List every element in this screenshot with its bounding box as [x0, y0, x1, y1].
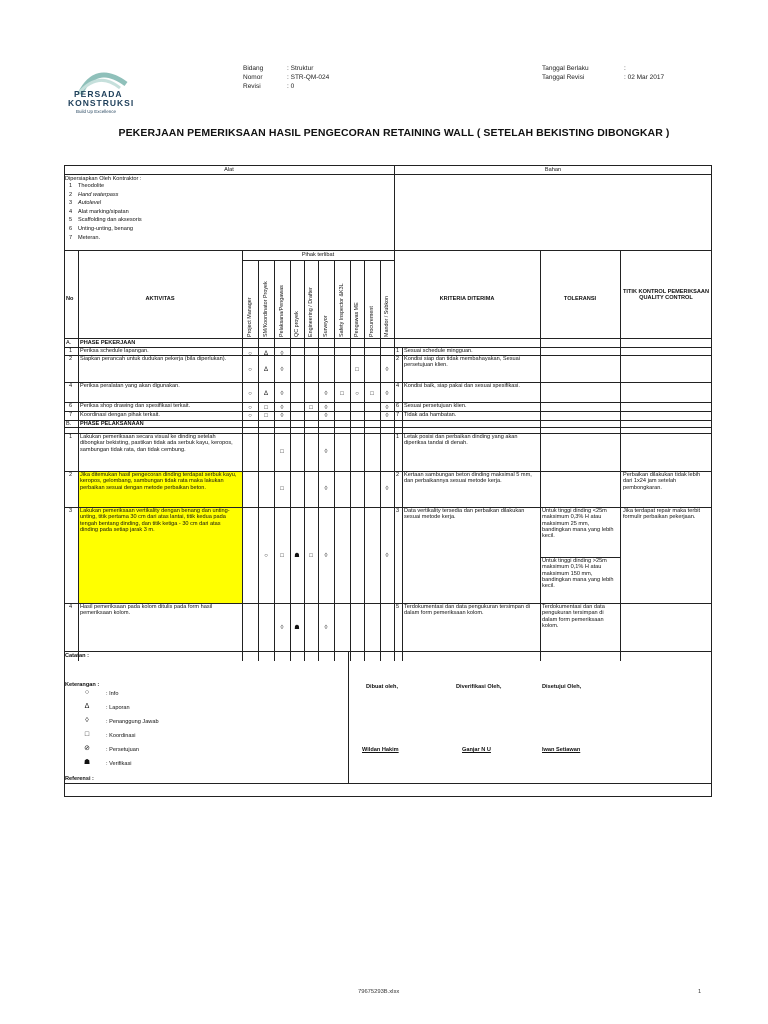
pihak-header: QC proyek [294, 311, 300, 337]
row-no: 2 [69, 356, 73, 362]
row-no: 1 [69, 348, 73, 354]
row-toleransi-2: Untuk tinggi dinding >25m maksimum 0,1% H atau maksimum 150 mm, bandingkan mana yang lebih kecil. [542, 558, 614, 590]
responsibility-mark-icon: ◊ [385, 413, 389, 419]
responsibility-mark-icon: □ [264, 413, 268, 419]
tgl-revisi-label: Tanggal Revisi [542, 74, 585, 81]
bidang-value: : Struktur [287, 65, 314, 72]
nomor-label: Nomor [243, 74, 263, 81]
col-aktivitas: AKTIVITAS [145, 296, 175, 302]
responsibility-mark-icon: □ [309, 553, 313, 559]
col-titik: TITIK KONTROL PEMERIKSAAN QUALITY CONTROL [623, 289, 709, 302]
inspection-form [64, 165, 712, 797]
alat-header: Alat [224, 167, 234, 173]
responsibility-mark-icon: ◊ [280, 625, 284, 631]
row-no: 6 [69, 403, 73, 409]
alat-item: Scaffolding dan aksesoris [78, 217, 142, 224]
pihak-header: Engineering / Drafter [308, 287, 314, 337]
responsibility-mark-icon: □ [309, 405, 313, 411]
responsibility-mark-icon: ○ [248, 367, 252, 373]
alat-item: Autolevel [78, 200, 102, 207]
responsibility-mark-icon: □ [280, 486, 284, 492]
legend-label: : Penanggung Jawab [106, 719, 159, 725]
pihak-header: Safety Inspector &K3L [339, 283, 345, 337]
responsibility-mark-icon: ◊ [324, 391, 328, 397]
row-no: 7 [69, 412, 73, 418]
berlaku-label: Tanggal Berlaku [542, 65, 589, 72]
row-kriteria: Sesuai persetujuan klien. [404, 403, 467, 409]
row-kriteria: Data vertikality tersedia dan perbaikan dilakukan sesuai metode kerja. [404, 508, 525, 521]
berlaku-value: : [624, 65, 626, 72]
alat-item-no: 1 [69, 183, 73, 189]
row-aktivitas: Koordinasi dengan pihak terkait. [80, 412, 160, 418]
responsibility-mark-icon: □ [264, 405, 268, 411]
bidang-label: Bidang [243, 65, 264, 72]
row-kriteria: Terdokumentasi dan data pengukuran tersimpan di dalam form pemeriksaan kolom. [404, 604, 530, 617]
responsibility-mark-icon: ○ [248, 405, 252, 411]
legend-label: : Laporan [106, 705, 130, 711]
row-aktivitas: Lakukan pemeriksaan secara visual ke dinding setelah dibongkar bekisting, pastikan tidak ada serbuk kayu, keropos, sambungan tidak rata, dan tidak cembung. [80, 434, 233, 453]
responsibility-mark-icon: ○ [355, 391, 359, 397]
responsibility-mark-icon: ☗ [294, 625, 300, 631]
page-title: PEKERJAAN PEMERIKSAAN HASIL PENGECORAN RETAINING WALL ( SETELAH BEKISTING DIBONGKAR ) [118, 127, 670, 139]
legend-symbol-icon: Δ [84, 703, 90, 710]
row-aktivitas: Periksa shop drawing dan spesifikasi terkait. [80, 403, 191, 409]
phase-a-no: A. [66, 340, 72, 346]
row-kriteria: Sesuai schedule mingguan. [404, 348, 473, 354]
bahan-header: Bahan [544, 167, 562, 173]
responsibility-mark-icon: □ [280, 449, 284, 455]
row-kriteria: Tidak ada hambatan. [404, 412, 457, 418]
pihak-header: Pelaksana/Pengawas [279, 285, 285, 337]
row-kriteria-no: 7 [396, 412, 400, 418]
row-toleransi: Untuk tinggi dinding <25m maksimum 0,3% H atau maksimum 25 mm, bandingkan mana yang lebih kecil. [542, 508, 614, 540]
row-kriteria-no: 1 [396, 434, 400, 440]
responsibility-mark-icon: ◊ [324, 553, 328, 559]
row-kriteria: Kertaan sambungan beton dinding maksimal 5 mm, dan perbaikannya sesuai metode kerja. [404, 472, 532, 485]
signer-name-2: Ganjar N U [462, 747, 491, 753]
revisi-label: Revisi [243, 83, 261, 90]
row-kriteria-no: 5 [396, 604, 400, 610]
responsibility-mark-icon: □ [355, 367, 359, 373]
footer-filename: 79675293B.xlsx [358, 989, 400, 995]
document-meta-right [542, 65, 664, 83]
responsibility-mark-icon: ☗ [294, 553, 300, 559]
alat-item: Hand waterpass [78, 191, 119, 198]
responsibility-mark-icon: ◊ [280, 391, 284, 397]
alat-item-no: 6 [69, 226, 73, 232]
responsibility-mark-icon: ◊ [324, 449, 328, 455]
row-no: 4 [69, 383, 73, 389]
legend-label: : Info [106, 691, 119, 697]
legend-label: : Persetujuan [106, 747, 139, 753]
row-kriteria-no: 3 [396, 508, 400, 514]
document-meta-left [243, 65, 329, 92]
row-kriteria-no: 4 [396, 383, 400, 389]
pihak-header: Mandor / Subkon [384, 295, 390, 337]
row-kriteria: Kondisi siap dan tidak membahayakan, Sesuai persetujuan klien. [404, 356, 520, 369]
row-no: 2 [69, 472, 73, 478]
legend-label: : Verifikasi [106, 761, 132, 767]
responsibility-mark-icon: □ [280, 553, 284, 559]
logo-name2: KONSTRUKSI [68, 98, 135, 108]
alat-item-no: 4 [69, 208, 73, 215]
logo-tagline: Build Up Excellence [76, 109, 117, 114]
logo-name: PERSADA [74, 89, 123, 99]
alat-item-no: 5 [69, 217, 73, 224]
responsibility-mark-icon: Δ [263, 391, 268, 397]
row-aktivitas: Periksa schedule lapangan. [80, 348, 149, 354]
legend-symbol-icon: ○ [84, 689, 90, 696]
col-no: No [66, 296, 74, 302]
row-kriteria-no: 2 [396, 356, 400, 362]
referensi-label: Referensi : [65, 776, 94, 782]
responsibility-mark-icon: ○ [248, 391, 252, 397]
alat-intro: Dipersiapkan Oleh Kontraktor : [65, 176, 142, 182]
alat-item-no: 3 [69, 200, 73, 207]
disetujui-label: Disetujui Oleh, [542, 684, 582, 690]
dibuat-label: Dibuat oleh, [366, 684, 399, 690]
footer-page-number: 1 [698, 989, 702, 995]
responsibility-mark-icon: ◊ [280, 351, 284, 357]
row-kriteria: Kondisi baik, siap pakai dan sesuai spesifikasi. [404, 383, 520, 389]
pihak-header: Project Manager [247, 297, 253, 337]
responsibility-mark-icon: Δ [263, 367, 268, 373]
col-toleransi: TOLERANSI [563, 296, 597, 302]
row-no: 4 [69, 604, 73, 610]
pihak-header: Surveyor [323, 315, 329, 337]
responsibility-mark-icon: ◊ [280, 405, 284, 411]
pihak-header: SM/Koordinator Proyek [263, 281, 269, 337]
pihak-header: Pengawas ME [354, 302, 360, 337]
alat-item: Meteran. [78, 234, 101, 241]
catatan-label: Catatan : [65, 653, 89, 659]
row-aktivitas: Hasil pemeriksaan pada kolom ditulis pada form hasil pemeriksaan kolom. [80, 604, 213, 617]
legend-symbol-icon: ◊ [85, 717, 89, 724]
pihak-header: Procurement [369, 306, 375, 337]
row-toleransi: Terdokumentasi dan data pengukuran tersimpan di dalam form pemeriksaan kolom. [542, 604, 605, 629]
row-aktivitas: Jika ditemukan hasil pengecoran dinding terdapat serbuk kayu, keropos, gelombang, sambungan tidak rata maka lakukan perbaikan sesuai dengan metode perbaikan beton. [80, 472, 237, 491]
responsibility-mark-icon: ◊ [280, 367, 284, 373]
responsibility-mark-icon: ○ [264, 553, 268, 559]
phase-b-no: B. [66, 421, 72, 427]
signer-name-3: Iwan Setiawan [542, 747, 581, 753]
row-no: 1 [69, 434, 73, 440]
row-no: 3 [69, 508, 73, 514]
responsibility-mark-icon: ◊ [324, 486, 328, 492]
responsibility-mark-icon: ○ [248, 351, 252, 357]
company-logo [60, 64, 148, 122]
phase-b-title: PHASE PELAKSANAAN [80, 421, 144, 427]
diverifikasi-label: Diverifikasi Oleh, [456, 684, 502, 690]
legend-symbol-icon: ☗ [83, 759, 91, 766]
col-kriteria: KRITERIA DITERIMA [439, 296, 495, 302]
keterangan-label: Keterangan : [65, 682, 100, 688]
legend-symbol-icon: □ [84, 731, 90, 738]
responsibility-mark-icon: ◊ [324, 405, 328, 411]
responsibility-mark-icon: ◊ [324, 413, 328, 419]
responsibility-mark-icon: ◊ [385, 553, 389, 559]
nomor-value: : STR-QM-024 [287, 74, 330, 81]
row-aktivitas: Siapkan perancah untuk dudukan pekerja (bila diperlukan). [80, 356, 227, 362]
row-aktivitas: Lakukan pemeriksaan vertikality dengan benang dan unting-unting, titik pertama 30 cm dari atas lantai, titik kedua pada tengah bentang dinding, dan titik ketiga - 30 cm dari atas dinding pada setiap jarak 3 m. [80, 508, 230, 533]
legend-symbol-icon: ⊘ [84, 745, 90, 752]
responsibility-mark-icon: ◊ [324, 625, 328, 631]
row-aktivitas: Periksa peralatan yang akan digunakan. [80, 383, 180, 389]
alat-item: Theodolite [78, 183, 105, 189]
row-kriteria-no: 6 [396, 403, 400, 409]
alat-item: Alat marking/sipatan [78, 208, 129, 215]
legend-label: : Koordinasi [106, 733, 136, 739]
alat-item-no: 2 [69, 191, 73, 198]
alat-item: Unting-unting, benang [78, 226, 134, 232]
tgl-revisi-value: : 02 Mar 2017 [624, 74, 665, 81]
phase-a-title: PHASE PEKERJAAN [80, 340, 136, 346]
responsibility-mark-icon: ◊ [385, 405, 389, 411]
row-titik-kontrol: Perbaikan dilakukan tidak lebih dari 1x24 jam setelah pembongkaran. [623, 472, 701, 491]
responsibility-mark-icon: ◊ [280, 413, 284, 419]
row-kriteria-no: 2 [396, 472, 400, 478]
row-titik-kontrol: Jika terdapat repair maka terbit formulir perbaikan pekerjaan. [623, 508, 701, 521]
responsibility-mark-icon: □ [340, 391, 344, 397]
row-kriteria: Letak posisi dan perbaikan dinding yang akan diperiksa tandai di denah. [404, 434, 518, 447]
revisi-value: : 0 [287, 83, 295, 90]
col-pihak: Pihak terlibat [301, 252, 335, 258]
alat-item-no: 7 [69, 234, 73, 241]
responsibility-mark-icon: ◊ [385, 391, 389, 397]
responsibility-mark-icon: □ [370, 391, 374, 397]
row-kriteria-no: 1 [396, 348, 400, 354]
responsibility-mark-icon: Δ [263, 351, 268, 357]
signer-name-1: Wildan Hakim [362, 747, 399, 753]
responsibility-mark-icon: ◊ [385, 486, 389, 492]
responsibility-mark-icon: ◊ [385, 367, 389, 373]
responsibility-mark-icon: ○ [248, 413, 252, 419]
